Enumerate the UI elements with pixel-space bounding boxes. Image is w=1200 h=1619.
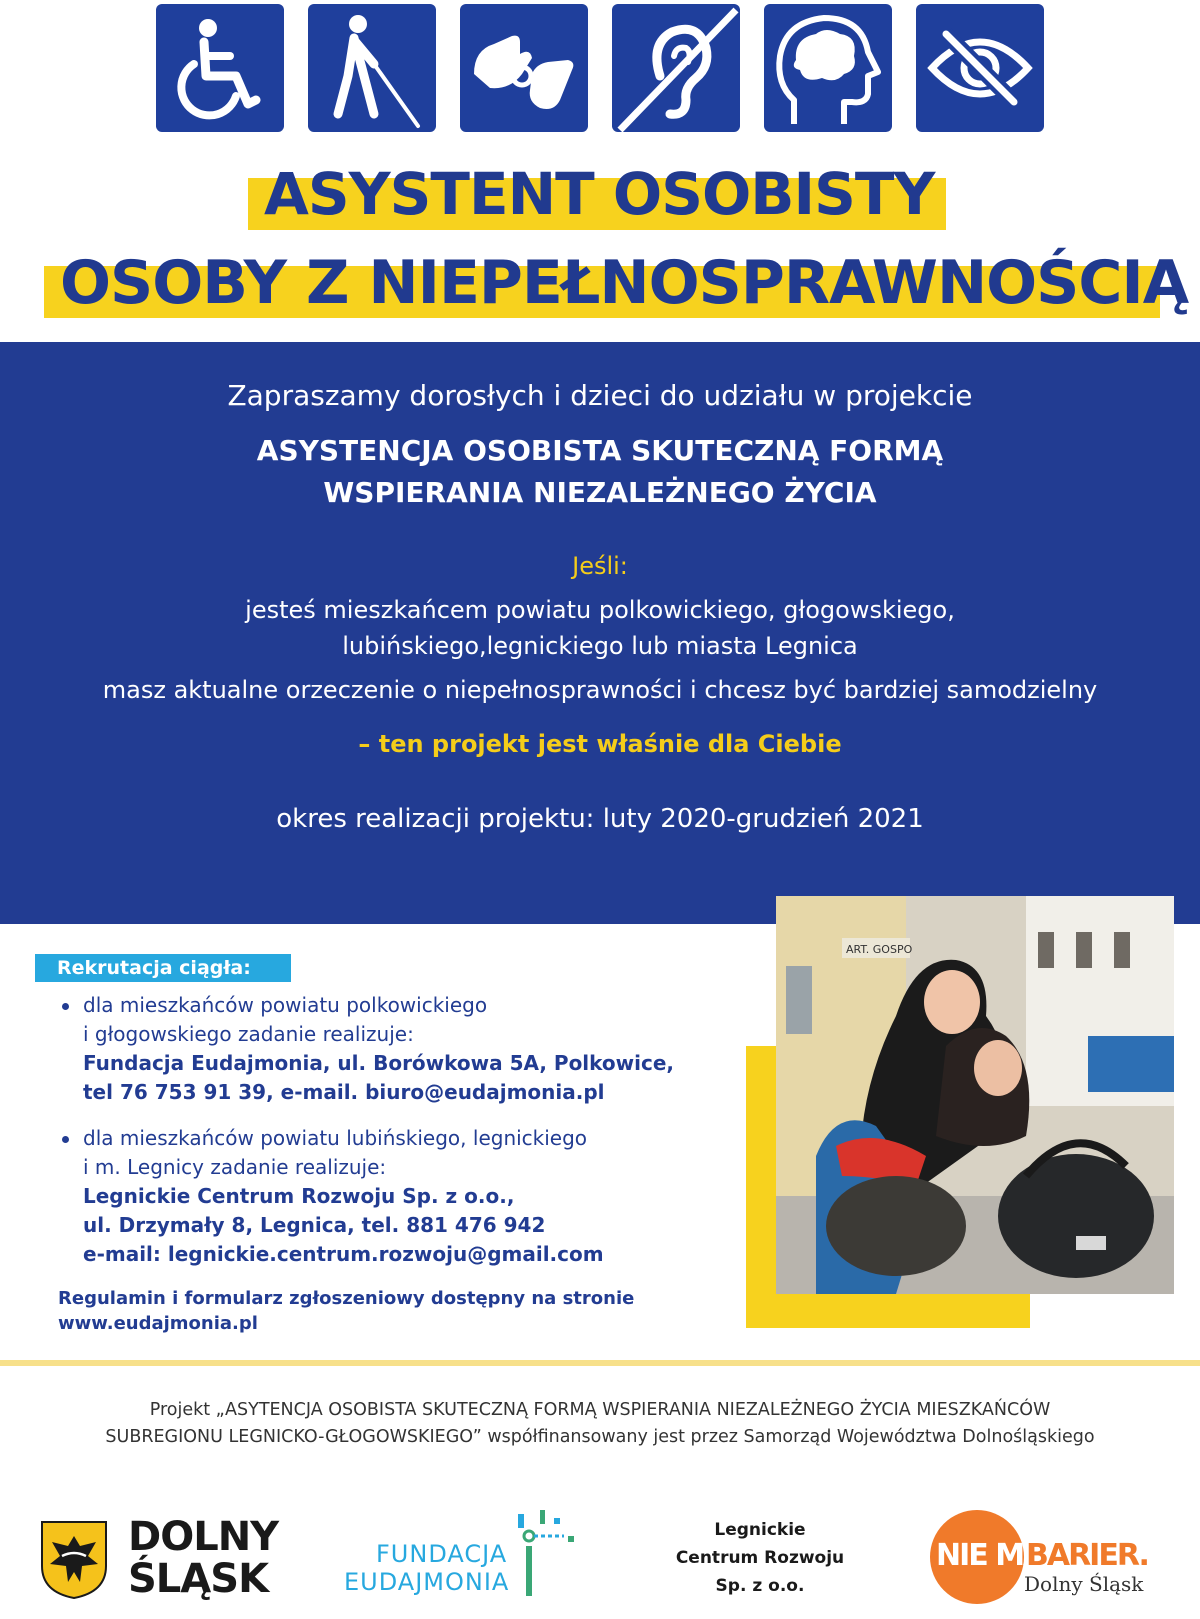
legnickie-centrum-logo <box>660 1516 860 1602</box>
recruit-1-line-2: i głogowskiego zadanie realizuje: <box>83 1022 414 1046</box>
recruit-2-org: Legnickie Centrum Rozwoju Sp. z o.o., <box>83 1184 515 1208</box>
sign-language-icon-tile <box>460 4 588 132</box>
project-period: okres realizacji projektu: luty 2020-grudzień 2021 <box>276 804 924 834</box>
lcr-text-1: Legnickie <box>714 1520 806 1540</box>
visually-impaired-eye-icon <box>916 4 1044 132</box>
tree-sprout-icon <box>518 1510 584 1600</box>
footer-line-1: Projekt „ASYTENCJA OSOBISTA SKUTECZNĄ FORMĄ WSPIERANIA NIEZALEŻNEGO ŻYCIA MIESZKAŃCÓW <box>149 1400 1051 1420</box>
project-title-line-1: ASYSTENCJA OSOBISTA SKUTECZNĄ FORMĄ <box>256 434 944 467</box>
nmb-text-3: Dolny Śląsk <box>1024 1572 1144 1596</box>
invite-intro: Zapraszamy dorosłych i dzieci do udziału w projekcie <box>227 379 973 412</box>
recruit-2-email[interactable]: e-mail: legnickie.centrum.rozwoju@gmail.com <box>83 1242 604 1266</box>
vision-icon-tile <box>916 4 1044 132</box>
hearing-impaired-icon <box>612 4 740 132</box>
recruit-1-org: Fundacja Eudajmonia, ul. Borówkowa 5A, Polkowice, <box>83 1051 675 1075</box>
recruit-2-line-1: dla mieszkańców powiatu lubińskiego, legnickiego <box>83 1126 588 1150</box>
footer-divider <box>0 1360 1200 1366</box>
nmb-text-2: BARIER. <box>1026 1538 1148 1573</box>
eagle-crest-icon <box>40 1520 108 1600</box>
brain-head-icon <box>764 4 892 132</box>
hearing-icon-tile <box>612 4 740 132</box>
photo-illustration <box>776 896 1174 1294</box>
nie-ma-barier-logo <box>930 1510 1170 1606</box>
nmb-text-1: NIE MA <box>936 1538 1045 1573</box>
tagline: – ten projekt jest właśnie dla Ciebie <box>358 730 842 758</box>
sign-language-icon <box>460 4 588 132</box>
headline-line-1: ASYSTENT OSOBISTY <box>264 160 935 228</box>
recruitment-label: Rekrutacja ciągła: <box>35 954 291 982</box>
brain-icon-tile <box>764 4 892 132</box>
recruit-2-line-2: i m. Legnicy zadanie realizuje: <box>83 1155 387 1179</box>
fundacja-text-1: FUNDACJA <box>376 1540 508 1568</box>
lcr-text-2: Centrum Rozwoju <box>675 1548 845 1568</box>
wheelchair-icon <box>156 4 284 132</box>
if-label: Jeśli: <box>572 552 628 580</box>
dolny-slask-text-2: ŚLĄSK <box>128 1556 269 1602</box>
rules-line-1: Regulamin i formularz zgłoszeniowy dostępny na stronie <box>58 1288 635 1309</box>
headline-line-2: OSOBY Z NIEPEŁNOSPRAWNOŚCIĄ <box>60 248 1189 318</box>
recruit-2-address: ul. Drzymały 8, Legnica, tel. 881 476 942 <box>83 1213 546 1237</box>
dolny-slask-logo <box>40 1514 290 1602</box>
condition-residence-1: jesteś mieszkańcem powiatu polkowickiego, głogowskiego, <box>245 596 955 624</box>
recruit-1-contact: tel 76 753 91 39, e-mail. biuro@eudajmonia.pl <box>83 1080 605 1104</box>
footer-line-2: SUBREGIONU LEGNICKO-GŁOGOWSKIEGO” współfinansowany jest przez Samorząd Województwa Dolnośląskiego <box>105 1427 1095 1447</box>
shop-sign: ART. GOSPO <box>846 943 913 956</box>
bullet <box>62 1003 69 1010</box>
lcr-text-3: Sp. z o.o. <box>715 1576 805 1596</box>
project-title-line-2: WSPIERANIA NIEZALEŻNEGO ŻYCIA <box>323 476 877 509</box>
dolny-slask-text-1: DOLNY <box>128 1514 279 1560</box>
wheelchair-icon-tile <box>156 4 284 132</box>
condition-disability: masz aktualne orzeczenie o niepełnosprawności i chcesz być bardziej samodzielny <box>102 676 1098 704</box>
fundacja-text-2: EUDAJMONIA <box>344 1568 510 1596</box>
condition-residence-2: lubińskiego,legnickiego lub miasta Legnica <box>342 632 858 660</box>
blind-person-cane-icon <box>308 4 436 132</box>
rules-website-link[interactable]: www.eudajmonia.pl <box>58 1313 258 1334</box>
fundacja-eudajmonia-logo <box>340 1510 600 1600</box>
bullet <box>62 1136 69 1143</box>
recruit-1-line-1: dla mieszkańców powiatu polkowickiego <box>83 993 488 1017</box>
blind-person-icon-tile <box>308 4 436 132</box>
project-photo <box>776 896 1174 1294</box>
